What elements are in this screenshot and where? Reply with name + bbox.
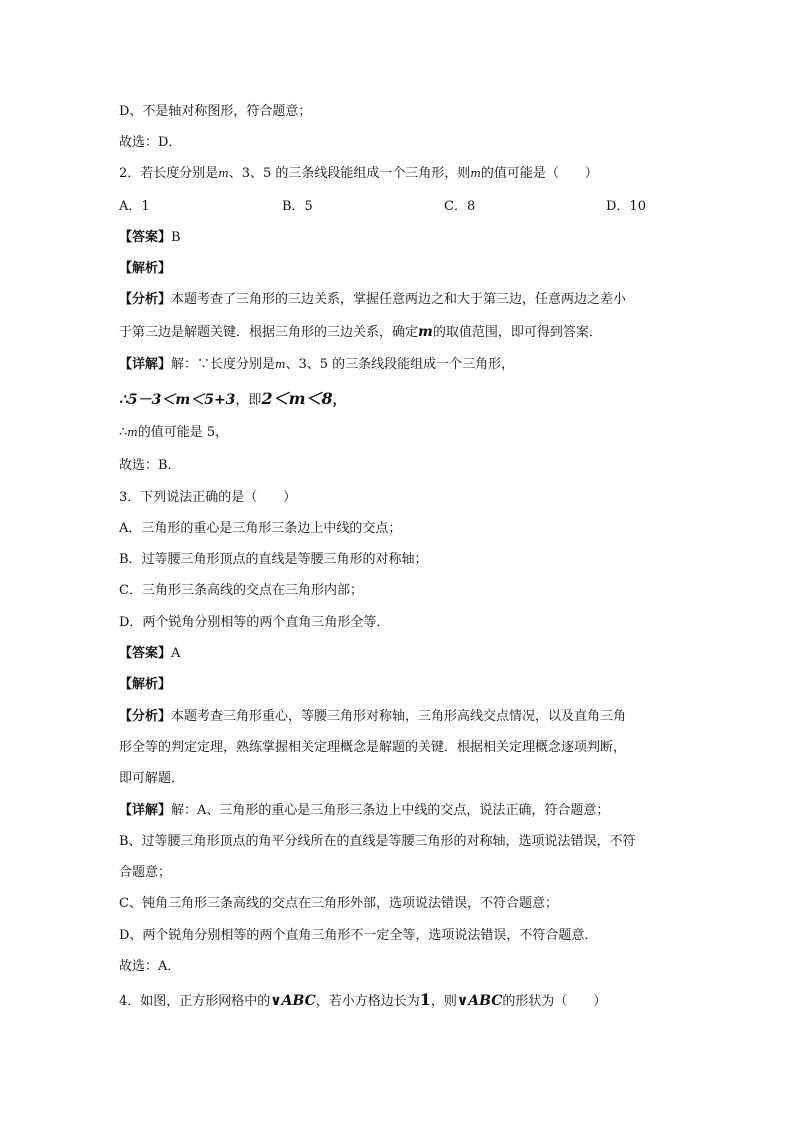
text: 合题意； <box>119 865 172 880</box>
question-2-analysis-heading <box>119 259 171 279</box>
question-3-answer <box>119 644 180 664</box>
text: B．过等腰三角形顶点的直线是等腰三角形的对称轴； <box>119 552 428 567</box>
text: 、3、5 的三条线段能组成一个三角形， <box>285 357 515 372</box>
inequality: ∴5－3＜m＜5+3 <box>119 392 236 408</box>
q1-option-d-conclusion <box>119 102 311 122</box>
text: 本题考查了三角形的三边关系，掌握任意两边之和大于第三边，任意两边之差小 <box>171 292 627 307</box>
variable-m: m <box>418 324 433 340</box>
text: 故选：D． <box>119 135 182 150</box>
question-2 <box>119 164 598 184</box>
option-a: A．1 <box>119 199 150 214</box>
question-3-analysis-line-2 <box>119 738 626 758</box>
question-2-detail-line-1 <box>119 355 514 375</box>
text: 于第三边是解题关键．根据三角形的三边关系，确定 <box>119 325 419 340</box>
text: 的取值范围，即可得到答案． <box>432 325 602 340</box>
variable-m: m <box>127 426 138 439</box>
answer-value: B <box>171 230 181 245</box>
answer-tag: 【答案】 <box>119 646 172 661</box>
triangle-abc: ∨ABC <box>270 993 316 1009</box>
question-2-analysis-line-1 <box>119 290 626 310</box>
question-3-analysis-heading <box>119 675 171 695</box>
question-3-detail-line-3 <box>119 863 171 883</box>
question-3-detail-line-2 <box>119 832 636 852</box>
question-2-detail-line-2 <box>119 389 346 411</box>
question-4 <box>119 990 606 1012</box>
text: A．三角形的重心是三角形三条边上中线的交点； <box>119 521 402 536</box>
question-2-answer <box>119 228 181 248</box>
text: 本题考查三角形重心，等腰三角形对称轴，三角形高线交点情况，以及直角三角 <box>171 709 627 724</box>
answer-value: A <box>171 646 181 661</box>
text: 形全等的判定定理，熟练掌握相关定理概念是解题的关键．根据相关定理概念逐项判断， <box>119 740 627 755</box>
question-3-option-c <box>119 581 363 601</box>
question-3-detail-line-4 <box>119 894 558 914</box>
text: 3．下列说法正确的是（ ） <box>119 490 297 505</box>
text: 的值可能是 5， <box>137 425 229 440</box>
option-d: D．10 <box>606 199 646 214</box>
variable-m: m <box>218 167 229 180</box>
text: ， <box>332 393 346 408</box>
text: D、两个锐角分别相等的两个直角三角形不一定全等，选项说法错误，不符合题意． <box>119 928 598 943</box>
triangle-abc: ∨ABC <box>456 993 503 1009</box>
text: 故选：B． <box>119 458 181 473</box>
text: 解：∵长度分别是 <box>171 357 276 372</box>
question-3 <box>119 488 296 508</box>
text: ，若小方格边长为 <box>315 994 420 1009</box>
analysis-tag: 【解析】 <box>119 261 172 276</box>
detail-tag: 【详解】 <box>119 357 172 372</box>
text: ，即 <box>235 393 262 408</box>
text: 的值可能是（ ） <box>480 166 598 181</box>
answer-tag: 【答案】 <box>119 230 172 245</box>
text: ∴ <box>119 425 128 440</box>
analysis-sub-tag: 【分析】 <box>119 709 172 724</box>
text: 的形状为（ ） <box>502 994 607 1009</box>
text: 、3、5 的三条线段能组成一个三角形，则 <box>228 166 471 181</box>
text: B、过等腰三角形顶点的角平分线所在的直线是等腰三角形的对称轴，选项说法错误，不符 <box>119 834 636 849</box>
text: D．两个锐角分别相等的两个直角三角形全等． <box>119 615 390 630</box>
question-3-analysis-line-3 <box>119 769 184 789</box>
question-2-analysis-line-2 <box>119 322 602 343</box>
text: C．三角形三条高线的交点在三角形内部； <box>119 583 363 598</box>
variable-m: m <box>470 167 481 180</box>
question-3-detail-line-5 <box>119 926 597 946</box>
question-2-detail-line-3 <box>119 423 228 443</box>
question-3-option-b <box>119 550 428 570</box>
question-3-detail-line-1 <box>119 801 609 821</box>
option-b: B．5 <box>282 199 313 214</box>
analysis-tag: 【解析】 <box>119 677 172 692</box>
text: C、钝角三角形三条高线的交点在三角形外部，选项说法错误，不符合题意； <box>119 896 558 911</box>
question-3-option-a <box>119 519 401 539</box>
q1-choice <box>119 133 181 153</box>
question-3-analysis-line-1 <box>119 707 626 727</box>
text: 2．若长度分别是 <box>119 166 219 181</box>
text: 4．如图，正方形网格中的 <box>119 994 271 1009</box>
variable-m: m <box>275 358 286 371</box>
text: 解：A、三角形的重心是三角形三条边上中线的交点，说法正确，符合题意； <box>171 803 610 818</box>
question-3-choice <box>119 957 180 977</box>
text: D、不是轴对称图形，符合题意； <box>119 104 312 119</box>
analysis-sub-tag: 【分析】 <box>119 292 172 307</box>
option-c: C．8 <box>444 199 476 214</box>
question-3-option-d <box>119 613 389 633</box>
text: ，则 <box>430 994 457 1009</box>
question-2-options <box>119 197 679 217</box>
inequality: 2＜m＜8 <box>261 389 333 408</box>
text: 故选：A． <box>119 959 181 974</box>
detail-tag: 【详解】 <box>119 803 172 818</box>
text: 即可解题． <box>119 771 185 786</box>
question-2-choice <box>119 456 181 476</box>
side-length: 1 <box>419 990 431 1009</box>
